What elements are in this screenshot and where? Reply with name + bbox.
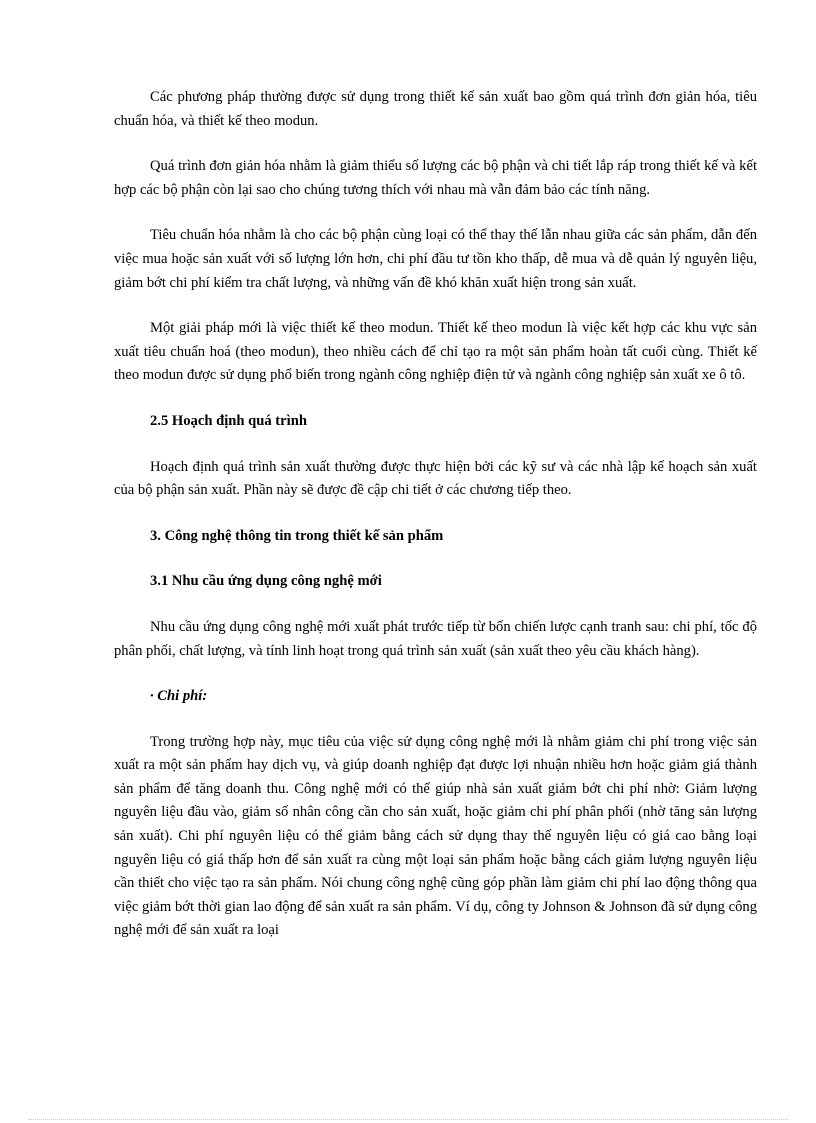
section-heading-2-5: 2.5 Hoạch định quá trình xyxy=(150,412,307,429)
paragraph-technology-needs: Nhu cầu ứng dụng công nghệ mới xuất phát trước tiếp từ bốn chiến lược cạnh tranh sau: chi phí, tốc độ phân phối, chất lượng, và tính linh hoạt trong quá trình sản xuất (sản xuất theo yêu cầu khách hàng). xyxy=(114,618,757,659)
bullet-heading-cost: · Chi phí: xyxy=(150,688,208,705)
paragraph-cost: Trong trường hợp này, mục tiêu của việc sử dụng công nghệ mới là nhằm giảm chi phí trong việc sản xuất ra một sản phẩm hay dịch vụ, và giúp doanh nghiệp đạt được lợi nhuận nhiều hơn hoặc giảm giá thành sản phẩm để tăng doanh thu. Công nghệ mới có thể giúp nhà sản xuất giảm bớt chi phí nhờ: Giảm lượng nguyên liệu đầu vào, giảm số nhân công cần cho sản xuất, hoặc giảm chi phí phân phối (nhờ tăng sản lượng sản xuất). Chi phí nguyên liệu có thể giảm bằng cách sử dụng thay thế nguyên liệu có giá cao bằng loại nguyên liệu có giá thấp hơn để sản xuất ra cùng một loại sản phẩm hoặc bằng cách giảm lượng nguyên liệu cần thiết cho việc tạo ra sản phẩm. Nói chung công nghệ cũng góp phần làm giảm chi phí lao động thông qua việc giảm bớt thời gian lao động để sản xuất ra sản phẩm. Ví dụ, công ty Johnson & Johnson đã sử dụng công nghệ mới để sản xuất ra loại xyxy=(114,733,757,939)
paragraph-simplification: Quá trình đơn giản hóa nhằm là giảm thiểu số lượng các bộ phận và chi tiết lắp ráp trong thiết kế và kết hợp các bộ phận còn lại sao cho chúng tương thích với nhau mà vẫn đảm bảo các tính năng. xyxy=(114,158,757,198)
paragraph-methods: Các phương pháp thường được sử dụng trong thiết kế sản xuất bao gồm quá trình đơn giản hóa, tiêu chuẩn hóa, và thiết kế theo modun. xyxy=(114,89,757,129)
paragraph-modular-design: Một giải pháp mới là việc thiết kế theo modun. Thiết kế theo modun là việc kết hợp các khu vực sản xuất tiêu chuẩn hoá (theo modun), theo nhiều cách để chỉ tạo ra một sản phẩm hoàn tất cuối cùng. Thiết kế theo modun được sử dụng phổ biến trong ngành công nghiệp điện tử và ngành công nghiệp sản xuất xe ô tô. xyxy=(114,320,757,384)
paragraph-standardization: Tiêu chuẩn hóa nhằm là cho các bộ phận cùng loại có thể thay thế lẫn nhau giữa các sản phẩm, dẫn đến việc mua hoặc sản xuất với số lượng lớn hơn, chi phí đầu tư tồn kho thấp, dễ mua và dễ quản lý nguyên liệu, giảm bớt chi phí kiểm tra chất lượng, và những vấn đề khó khăn xuất hiện trong sản xuất. xyxy=(114,227,757,291)
paragraph-process-planning: Hoạch định quá trình sản xuất thường được thực hiện bởi các kỹ sư và các nhà lập kế hoạch sản xuất của bộ phận sản xuất. Phần này sẽ được đề cập chi tiết ở các chương tiếp theo. xyxy=(114,458,757,499)
section-heading-3-1: 3.1 Nhu cầu ứng dụng công nghệ mới xyxy=(150,573,382,590)
document-page xyxy=(114,86,757,965)
page-bottom-divider xyxy=(28,1119,788,1120)
section-heading-3: 3. Công nghệ thông tin trong thiết kế sản phẩm xyxy=(150,527,444,544)
